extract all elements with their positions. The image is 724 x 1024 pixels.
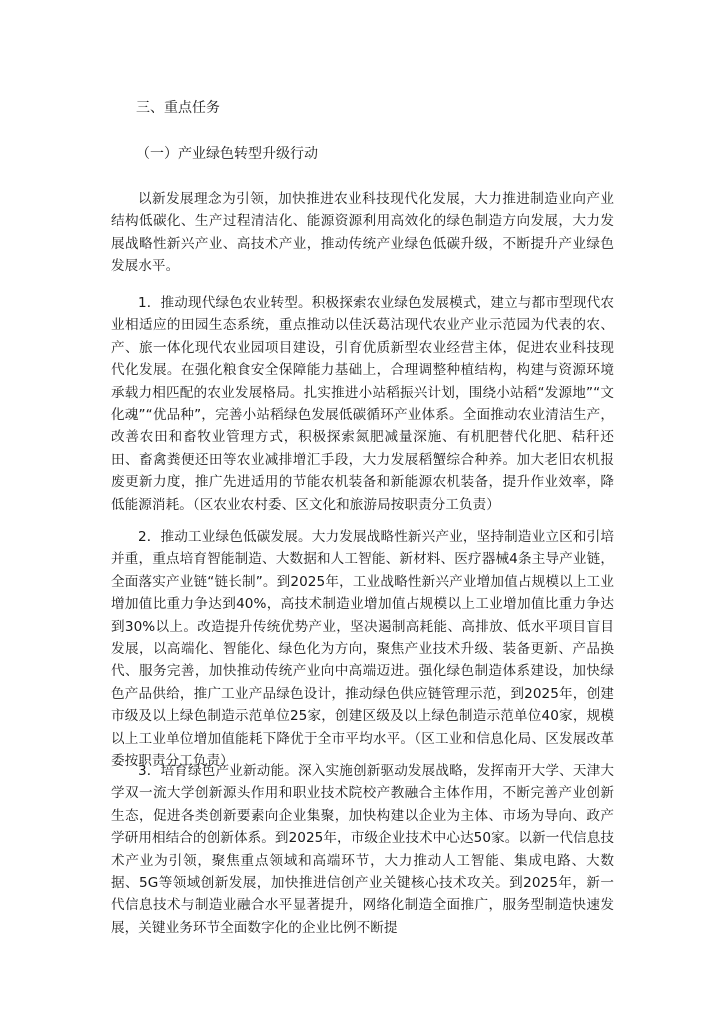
subsection-heading: （一）产业绿色转型升级行动 [136,146,318,162]
paragraph-industry: 2．推动工业绿色低碳发展。大力发展战略性新兴产业，坚持制造业立区和引培并重，重点培育智能制造、大数据和人工智能、新材料、医疗器械4条主导产业链，全面落实产业链“链长制”。到2025年，工业战略性新兴产业增加值占规模以上工业增加值比重力争达到40%，高技术制造业增加值占规模以上工业增加值比重力争达到30%以上。改造提升传统优势产业，坚决遏制高耗能、高排放、低水平项目盲目发展，以高端化、智能化、绿色化为方向，聚焦产业技术升级、装备更新、产品换代、服务完善，加快推动传统产业向中高端迈进。强化绿色制造体系建设，加快绿色产品供给，推广工业产品绿色设计，推动绿色供应链管理示范，到2025年，创建市级及以上绿色制造示范单位25家，创建区级及以上绿色制造示范单位40家，规模以上工业单位增加值能耗下降优于全市平均水平。（区工业和信息化局、区发展改革委按职责分工负责） [111,529,614,770]
section-heading: 三、重点任务 [136,100,220,116]
intro-paragraph: 以新发展理念为引领，加快推进农业科技现代化发展，大力推进制造业向产业结构低碳化、生产过程清洁化、能源资源利用高效化的绿色制造方向发展，大力发展战略性新兴产业、高技术产业，推动传统产业绿色低碳升级，不断提升产业绿色发展水平。 [111,191,614,275]
paragraph-new-momentum: 3．培育绿色产业新动能。深入实施创新驱动发展战略，发挥南开大学、天津大学双一流大学创新源头作用和职业技术院校产教融合主体作用，不断完善产业创新生态，促进各类创新要素向企业集聚，加快构建以企业为主体、市场为导向、政产学研用相结合的创新体系。到2025年，市级企业技术中心达50家。以新一代信息技术产业为引领，聚焦重点领域和高端环节，大力推动人工智能、集成电路、大数据、5G等领域创新发展，加快推进信创产业关键核心技术攻关。到2025年，新一代信息技术与制造业融合水平显著提升，网络化制造全面推广，服务型制造快速发展，关键业务环节全面数字化的企业比例不断提 [111,763,614,936]
paragraph-agriculture: 1．推动现代绿色农业转型。积极探索农业绿色发展模式，建立与都市型现代农业相适应的田园生态系统，重点推动以佳沃葛沽现代农业产业示范园为代表的农、产、旅一体化现代农业园项目建设，引育优质新型农业经营主体，促进农业科技现代化发展。在强化粮食安全保障能力基础上，合理调整种植结构，构建与资源环境承载力相匹配的农业发展格局。扎实推进小站稻振兴计划，围绕小站稻“发源地”“文化魂”“优品种”，完善小站稻绿色发展低碳循环产业体系。全面推动农业清洁生产，改善农田和畜牧业管理方式，积极探索氮肥减量深施、有机肥替代化肥、秸秆还田、畜禽粪便还田等农业减排增汇手段，大力发展稻蟹综合种养。加大老旧农机报废更新力度，推广先进适用的节能农机装备和新能源农机装备，提升作业效率，降低能源消耗。（区农业农村委、区文化和旅游局按职责分工负责） [111,295,614,513]
